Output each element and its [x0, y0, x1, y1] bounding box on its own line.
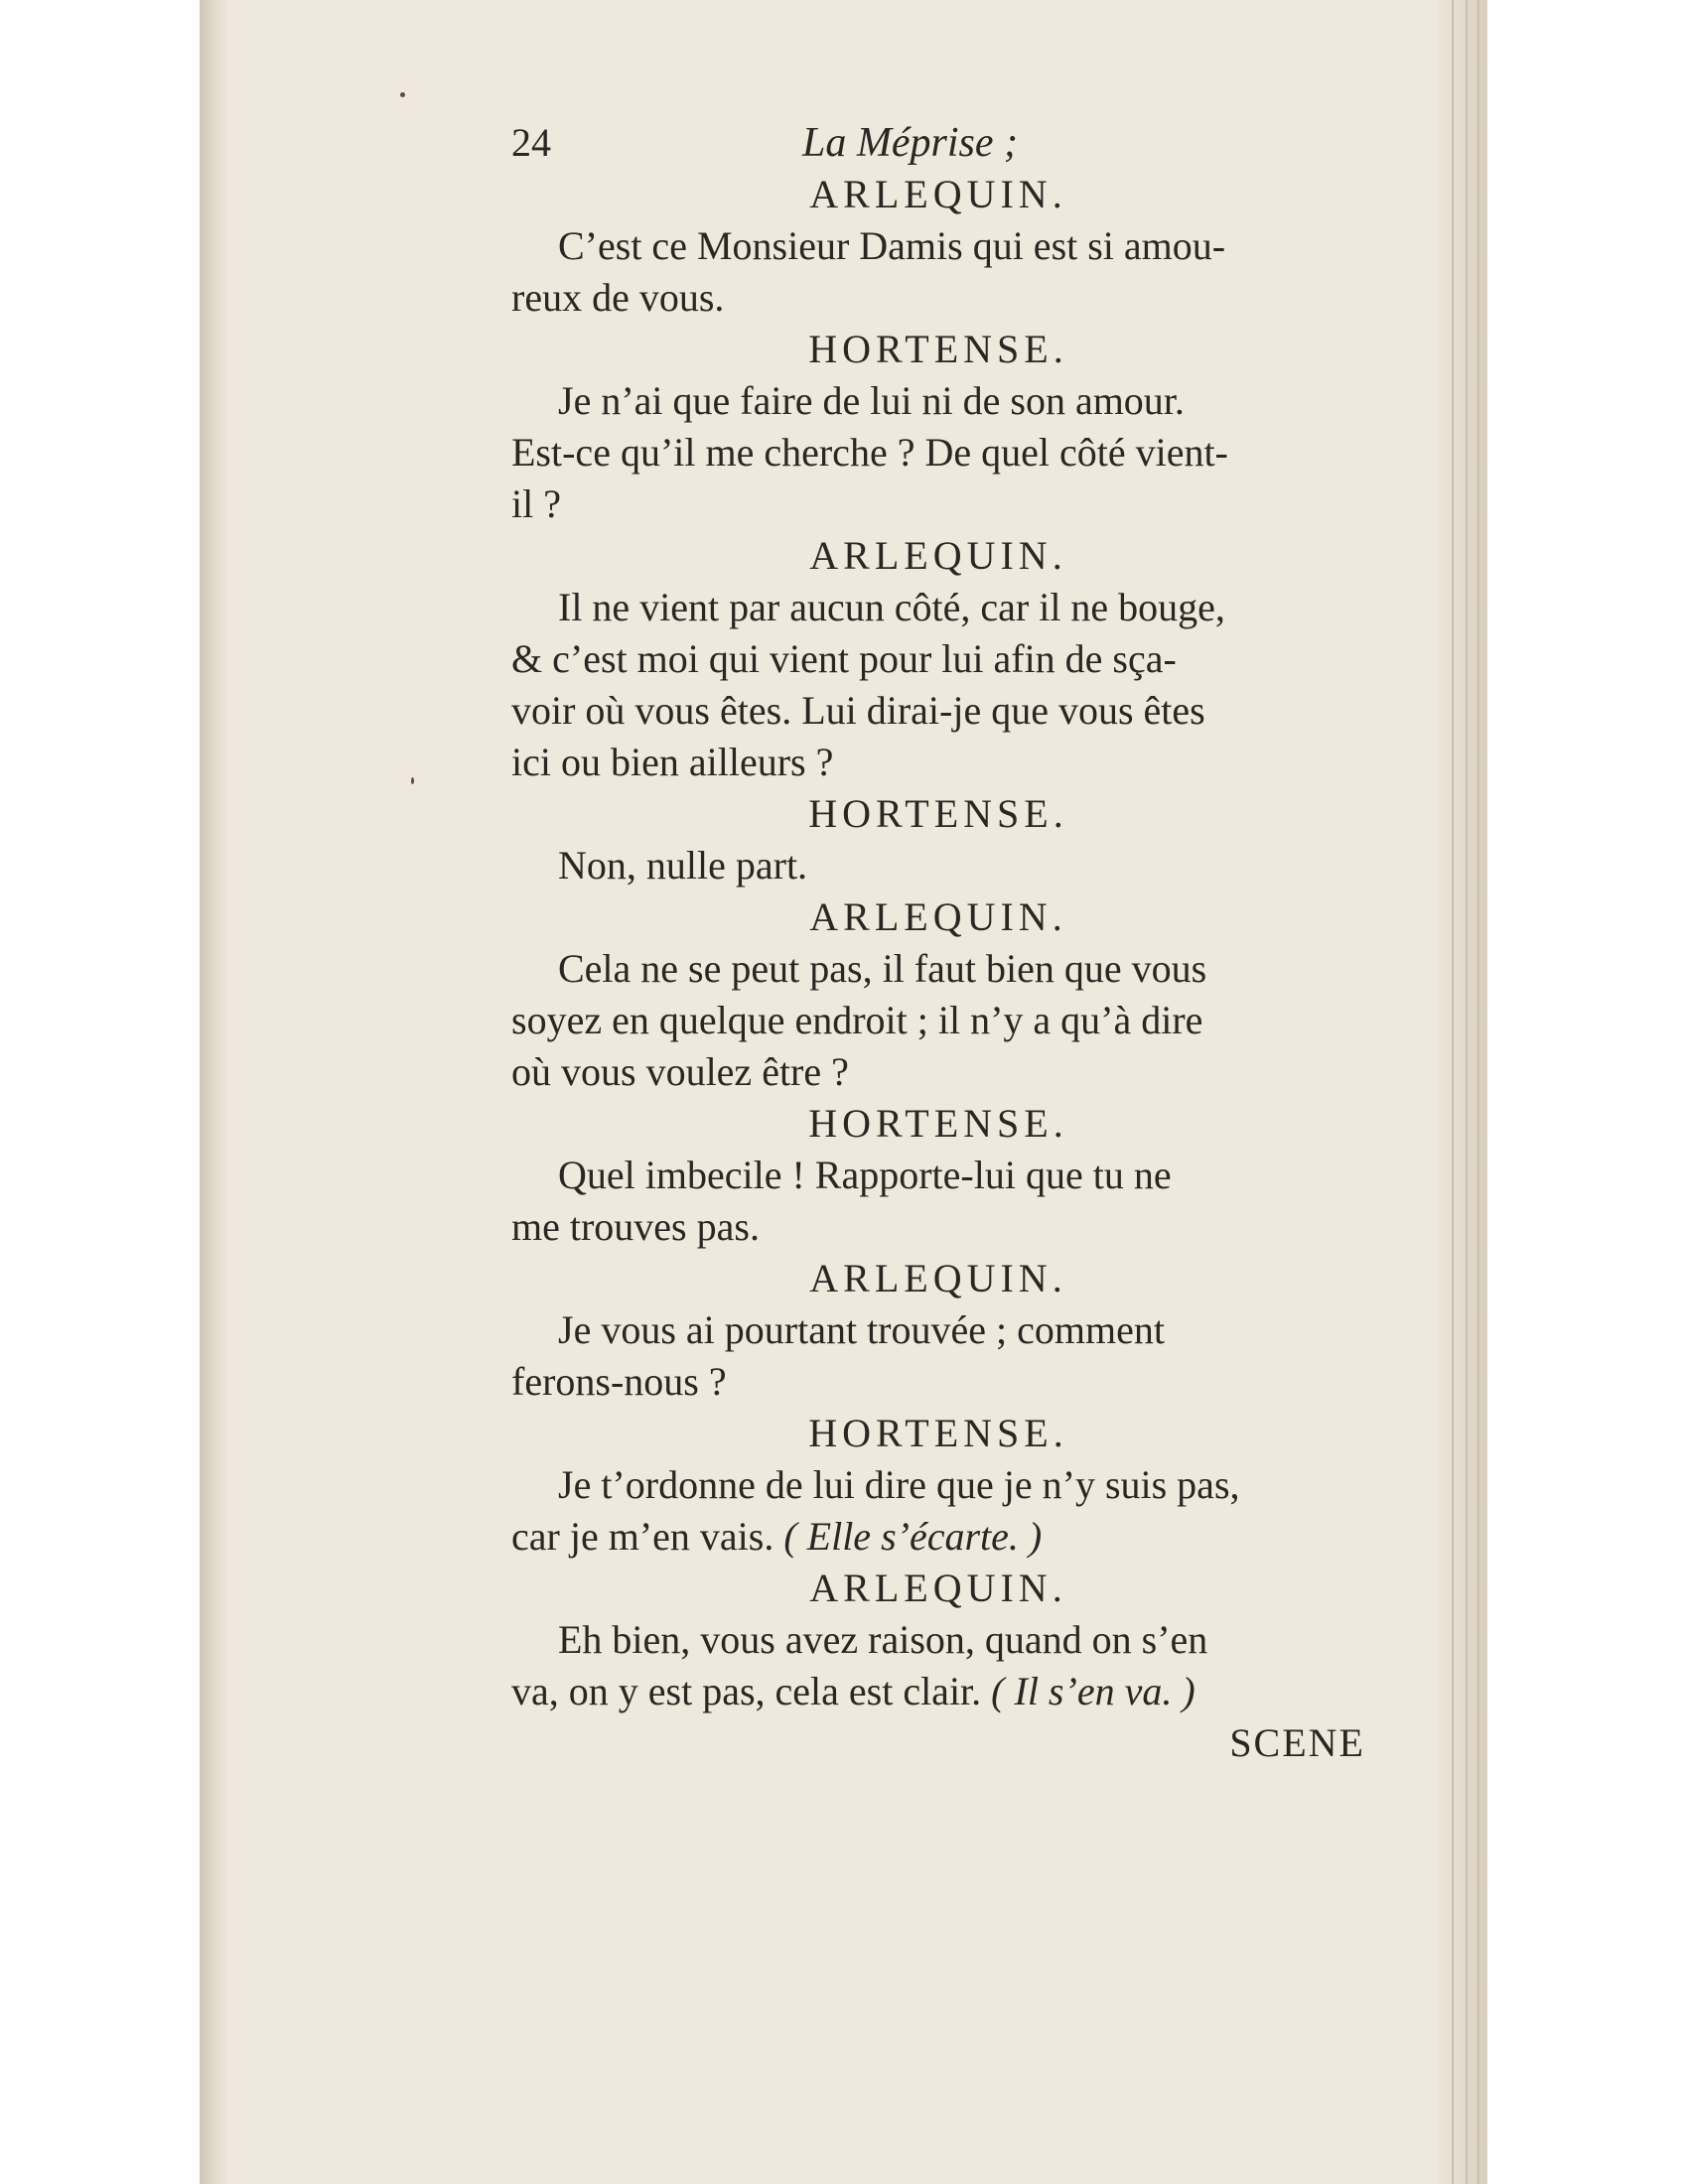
speaker-name: ARLEQUIN. [809, 1566, 1067, 1610]
page-edge-line [1477, 0, 1479, 2184]
page-number: 24 [511, 120, 551, 165]
stage-direction: ( Elle s’écarte. ) [783, 1514, 1043, 1559]
running-head [511, 117, 1365, 169]
speech-line: Cela ne se peut pas, il faut bien que vous [558, 946, 1207, 991]
text-block [511, 117, 1365, 1769]
speech-line: Je vous ai pourtant trouvée ; comment [558, 1307, 1165, 1352]
speaker-name: HORTENSE. [808, 327, 1068, 371]
speech-line: C’est ce Monsieur Damis qui est si amou- [558, 223, 1226, 268]
speech-line: Je t’ordonne de lui dire que je n’y suis pas, [558, 1462, 1240, 1507]
binding-gutter [200, 0, 227, 2184]
speech [511, 1614, 1365, 1717]
speech [511, 375, 1365, 530]
page-fore-edge [1438, 0, 1487, 2184]
running-title: La Méprise ; [802, 120, 1018, 166]
speech-line: Non, nulle part. [558, 843, 808, 887]
stage-direction: ( Il s’en va. ) [991, 1669, 1196, 1713]
speech-line: ici ou bien ailleurs ? [511, 740, 834, 784]
page-edge-line [1452, 0, 1454, 2184]
speaker-name: ARLEQUIN. [809, 533, 1067, 578]
speech-line: soyez en quelque endroit ; il n’y a qu’à dire [511, 998, 1203, 1042]
speech [511, 582, 1365, 788]
speech-line: me trouves pas. [511, 1204, 760, 1249]
speech-line [511, 1666, 1365, 1717]
speech [511, 943, 1365, 1098]
speech-line: Je n’ai que faire de lui ni de son amour. [558, 378, 1185, 423]
speech-line: il ? [511, 481, 561, 526]
speech-line: ferons-nous ? [511, 1359, 727, 1404]
speaker-name: HORTENSE. [808, 1101, 1068, 1146]
speech-line: voir où vous êtes. Lui dirai-je que vous êtes [511, 688, 1205, 733]
speech [511, 840, 1365, 891]
speaker-name: ARLEQUIN. [809, 172, 1067, 216]
speech-line: & c’est moi qui vient pour lui afin de sça- [511, 636, 1177, 681]
speech-text: va, on y est pas, cela est clair. [511, 1669, 982, 1713]
speech-line: où vous voulez être ? [511, 1049, 849, 1094]
speaker-name: ARLEQUIN. [809, 1256, 1067, 1300]
speech-line: Il ne vient par aucun côté, car il ne bouge, [558, 585, 1225, 629]
ink-speck [400, 92, 405, 97]
speaker-name: ARLEQUIN. [809, 894, 1067, 939]
speech-line: reux de vous. [511, 275, 725, 320]
speaker-name: HORTENSE. [808, 791, 1068, 836]
ink-speck [411, 777, 414, 784]
speech-line: Est-ce qu’il me cherche ? De quel côté vient- [511, 430, 1228, 475]
speech [511, 1304, 1365, 1408]
speech-line: Quel imbecile ! Rapporte-lui que tu ne [558, 1153, 1172, 1197]
speech-text: car je m’en vais. [511, 1514, 774, 1559]
speech [511, 1459, 1365, 1563]
page-edge-line [1466, 0, 1468, 2184]
speech [511, 1150, 1365, 1253]
catchword: SCENE [1229, 1720, 1365, 1765]
speaker-name: HORTENSE. [808, 1411, 1068, 1455]
speech-line: Eh bien, vous avez raison, quand on s’en [558, 1617, 1208, 1662]
speech-line [511, 1511, 1365, 1563]
speech [511, 220, 1365, 324]
